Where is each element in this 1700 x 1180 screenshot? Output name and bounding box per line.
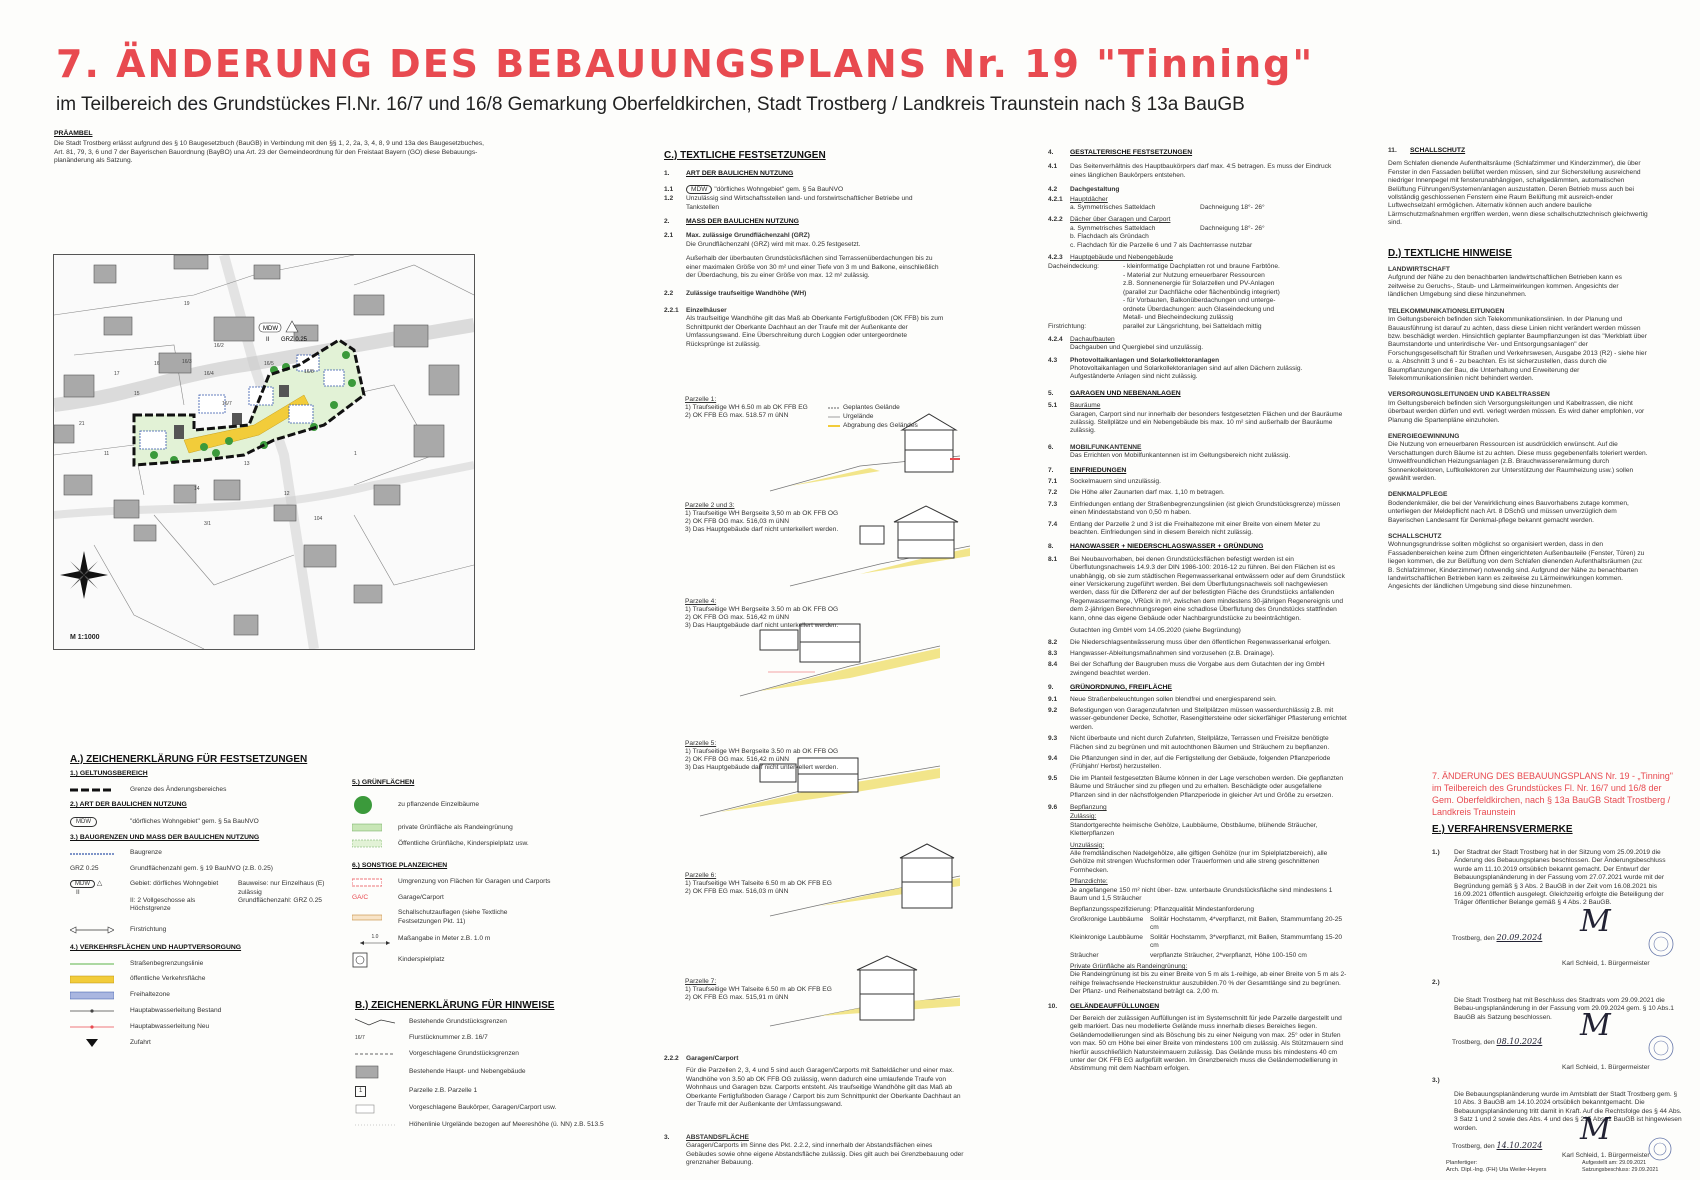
aufgestellt: Aufgestellt am: 29.09.2021 Satzungsbeschluss: 29.09.2021: [1582, 1160, 1659, 1173]
signature-mark: M: [1580, 904, 1611, 939]
legend-item: Straßenbegrenzungslinie: [130, 959, 204, 967]
legend-item: Bestehende Grundstücksgrenzen: [355, 1017, 625, 1027]
legend-item: Bestehende Haupt- und Nebengebäude: [355, 1065, 625, 1079]
legend-b: [355, 996, 625, 1136]
hinweis-text: Die Nutzung von erneuerbaren Ressourcen ist ausdrücklich erwünscht. Auf die Verschattungen durch Bäume ist zu achten. Diese muss gegebenenfalls toleriert werden. Umweltfreundlichen Heizungsanlagen (z.B. Brauchwassererwärmung durch Sonnenkollektoren, Luftkollektoren zur Unterstützung der Raumheizung usw.) sollen gewählt werden.: [1388, 441, 1648, 482]
hinweis-item: [1388, 266, 1648, 300]
legend-item: Zufahrt: [70, 1038, 340, 1048]
item-text: Die Höhe aller Zaunarten darf max. 1,10 m betragen.: [1070, 489, 1225, 497]
item-number: 9.5: [1048, 774, 1058, 782]
mdw-symbol: MDW: [70, 817, 97, 827]
zufahrt-icon: [70, 1038, 114, 1048]
item-number: 9.3: [1048, 735, 1058, 743]
item-text: Entlang der Parzelle 2 und 3 ist die Freihaltezone mit einer Breite von einem Meter zu beachten. Einfriedungen sind in diesem Bereich nicht zulässig.: [1070, 520, 1320, 537]
einfriedung-item: [1048, 501, 1348, 518]
hangwasser-item: [1048, 661, 1348, 678]
verfahrensvermerk-3: 3.) Die Bebauungsplanänderung wurde im Amtsblatt der Stadt Trostberg gem. § 10 Abs. 3 BauGB am 14.10.2024 ortsüblich bekanntgemacht. Die Bebauungsplanänderung tritt damit in Kraft. Auf die Rechtsfolge des § 44 Abs. 3 Satz 1 und 2 sowie des Abs. 4 und des § 215 Abs. 1 BauGB ist hingewiesen worden.: [1432, 1077, 1682, 1132]
v3-signature-block: Trostberg, den 14.10.2024 M Karl Schleid, 1. Bürgermeister: [1452, 1142, 1692, 1151]
plot-number-label: 16/3: [182, 359, 192, 365]
item-text: Nicht überbaute und nicht durch Zufahrten, Stellplätze, Terrassen und Freisitze benötigte Flächen sind zu begrünen und mit autochthonen Bäumen und Sträuchern zu bepflanzen.: [1070, 735, 1330, 751]
dacheindeckung-line: Metall- und Blecheindeckung zulässig: [1123, 313, 1234, 321]
map-mdw-label: MDW: [263, 326, 278, 332]
plot-number-label: 3/1: [204, 521, 211, 527]
legend-item: Schallschutzauflagen (siehe Textliche Festsetzungen Pkt. 11): [352, 909, 552, 926]
item-text: Bei der Schaffung der Baugruben muss die Vorgabe aus dem Gutachten der ing GmbH zwingend beachtet werden.: [1070, 661, 1325, 677]
plot-number-label: 13: [244, 461, 250, 467]
v1-signature-block: Trostberg, den 20.09.2024 M Karl Schleid, 1. Bürgermeister: [1452, 934, 1692, 943]
item-number: 7.3: [1048, 500, 1058, 508]
dacheindeckung-line: (parallel zur Dachfläche oder flächenbündig integriert): [1123, 288, 1280, 296]
item-text: Die Pflanzungen sind in der, auf die Fertigstellung der Gebäude, folgenden Pflanzperiode (Frühjahr/ Herbst) herzustellen.: [1070, 754, 1331, 771]
legend-item: Kinderspielplatz: [352, 952, 552, 968]
item-number: 7.4: [1048, 520, 1058, 528]
hinweis-item: [1388, 391, 1648, 425]
spez-row: [1048, 916, 1348, 933]
column-c: C.) TEXTLICHE FESTSETZUNGEN 1. ART DER BAULICHEN NUTZUNG 1.1 MDW "dörfliches Wohngebiet" gem. § 5a BauNVO 1.2 Unzulässig sind Wirtschaftsstellen land- und forstwirtschaftlicher Betriebe und Tankstellen 2. MASS DER BAULICHEN NUTZUNG 2.1 Max. zulässige Grundflächenzahl (GRZ) Die Grundflächenzahl (GRZ) wird mit max. 0.25 festgesetzt. Außerhalb der überbauten Grundstücksflächen sind Terrassenüberdachungen bis zu einer maximalen Größe von 30 m² und einer Tiefe von 3 m und Balkone, einschließlich der Überdachung, bis zu einer Größe von max. 12 m² zulässig. 2.2 Zulässige traufseitige Wandhöhe (WH) 2.2.1 Einzelhäuser Als traufseitige Wandhöhe gilt das Maß ab Oberkante Fertigfußboden (OK FFB) bis zum Schnittpunkt der Oberkante Dachhaut an der Traufe mit der Außenkante der Umfassungswand. Eine Überschreitung durch Loggien oder untergeordnete Rücksprünge ist zulässig.: [664, 150, 944, 348]
dimension-arrow-icon: [360, 941, 390, 945]
plot-number-label: 104: [314, 516, 323, 522]
plot-number-label: 14: [194, 486, 200, 492]
triangle-icon: △: [96, 880, 103, 888]
spez-row: [1048, 934, 1348, 951]
hinweis-heading: TELEKOMMUNIKATIONSLEITUNGEN: [1388, 307, 1505, 315]
gruenordnung-item: [1048, 755, 1348, 772]
item-number: 8.4: [1048, 661, 1058, 669]
map-roman-label: II: [266, 337, 270, 343]
hinweis-heading: SCHALLSCHUTZ: [1388, 533, 1442, 541]
hinweis-heading: DENKMALPFLEGE: [1388, 491, 1448, 499]
legend-item: GRZ 0.25 Grundflächenzahl gem. § 19 BauNVO (z.B. 0.25): [70, 864, 273, 872]
parzelle-7-text: Parzelle 7: 1) Traufseitige WH Talseite 6.50 m ab OK FFB EG 2) OK FFB EG max. 515,91 m üNN: [685, 978, 832, 1001]
plot-number-label: 11: [104, 451, 110, 457]
hinweis-text: Wohnungsgrundrisse sollten möglichst so organisiert werden, dass in den Fassadenbereichen keine zum Öffnen eingerichteten Außenbauteile (Fenster, Türen) zu liegen kommen, die zur Belüftung von dem Schlafen dienenden Aufenthaltsräumen (zu: B. Schlafzimmer, Kinderzimmer) notwendig sind. Aufgrund der Nähe zu benachbarten landwirtschaftlichen Betrieben kann es zeitweise zu Lärmeinwirkungen kommen. Angesichts der ländlichen Umgebung sind diese hinzunehmen.: [1388, 541, 1645, 591]
planfertiger: Planfertiger: Arch. Dipl.-Ing. (FH) Uta Weiler-Heyers: [1446, 1160, 1547, 1173]
legend-item: private Grünfläche als Randeingrünung: [352, 823, 552, 832]
plot-number-label: 15: [134, 391, 140, 397]
legend-item: Grenze des Änderungsbereiches: [130, 785, 227, 793]
legend-item: MDW "dörfliches Wohngebiet" gem. § 5a BauNVO: [70, 817, 340, 827]
legend-item: Vorgeschlagene Grundstücksgrenzen: [409, 1049, 519, 1057]
hinweis-heading: LANDWIRTSCHAFT: [1388, 266, 1450, 274]
official-seal-icon: [1647, 930, 1675, 958]
legend-a: [70, 750, 340, 1055]
legend-item: Vorgeschlagene Baukörper, Garagen/Carport usw.: [355, 1104, 625, 1114]
spez-type: Kleinkronige Laubbäume: [1070, 933, 1143, 941]
dacheindeckung-line: - kleinformatige Dachplatten rot und braune Farbtöne.: [1123, 263, 1280, 271]
section-legend: Geplantes Gelände Urgelände Abgrabung des Geländes: [843, 404, 918, 429]
hinweis-item: [1388, 433, 1648, 483]
hinweis-heading: VERSORGUNGSLEITUNGEN UND KABELTRASSEN: [1388, 391, 1550, 399]
legend-item: Höhenlinie Urgelände bezogen auf Meereshöhe (ü. NN) z.B. 513.5: [409, 1120, 604, 1128]
spez-type: Sträucher: [1070, 951, 1099, 959]
dacheindeckung-line: - Material zur Nutzung erneuerbarer Ressourcen: [1123, 271, 1265, 279]
legend-item: Umgrenzung von Flächen für Garagen und Carports: [352, 878, 552, 887]
column-e: 11. SCHALLSCHUTZ Dem Schlafen dienende Aufenthaltsräume (Schlafzimmer und Kinderzimmer), die über Fenster in den Fassaden belüftet werden müssen, sind zur Sicherstellung ausreichend niedriger Innenpegel mit fensterunabhängigen, schallgedämmten, automatischen Belüftung Führungen/Systemen/anlagen auszustatten. Deren Betrieb muss auch bei vollständig geschlossenen Fenstern eine Raum Belüftung mit ausreich-ender Luftwechselzahl ermöglichen. Alternativ können auch andere bauliche Lärmschutzmaßnahmen ergriffen werden, wenn diese schallschutztechnisch gleichwertig sind. D.) TEXTLICHE HINWEISE LANDWIRTSCHAFT Aufgrund der Nähe zu den benachbarten landwirtschaftlichen Betrieben kann es zeitweise zu Geruchs-, Staub- und Lärmeinwirkungen kommen. Angesichts der ländlichen Umgebung sind diese hinzunehmen. TELEKOMMUNIKATIONSLEITUNGEN Im Geltungsbereich befinden sich Telekommunikationslinien. In der Planung und Bauausführung ist darauf zu achten, dass diese Linien nicht verändert werden müssen bzw. beschädigt werden. Hinsichtlich geplanter Baumpflanzungen ist das "Merkblatt über Baumstandorte und unterirdische Ver- und Entsorgungsanlagen" der Forschungsgesellschaft für Straßen und Verkehrswesen, Ausgabe 2013 (R2) - siehe hier u. a. Abschnitt 3 und 6 - zu beachten. Es ist sicherzustellen, dass durch die Baumpflanzungen der Bau, die Unterhaltung und Erweiterung der Telekommunikationslinien nicht behindert werden. VERSORGUNGSLEITUNGEN UND KABELTRASSEN Im Geltungsbereich befinden sich Versorgungsleitungen und Kabeltrassen, die nicht überbaut werden dürfen und evtl. verlegt werden müssen. Es wird daher empfohlen, vor Planung die Spartenpläne einzuholen. ENERGIEGEWINNUNG Die Nutzung von erneuerbaren Ressourcen ist ausdrücklich erwünscht. Auf die Verschattungen durch Bäume ist zu achten. Diese muss gegebenenfalls toleriert werden. Umweltfreundlichen Heizungsanlagen (z.B. Brauchwassererwärmung durch Sonnenkollektoren, Luftkollektoren zur Unterstützung der Raumheizung usw.) sollen gewählt werden. DENKMALPFLEGE Bodendenkmäler, die bei der Verwirklichung eines Bauvorhabens zutage kommen, unterliegen der Meldepflicht nach Art. 8 DSchG und müssen unverzüglich dem Bayerischen Landesamt für Denkmal-pflege bekannt gemacht werden. SCHALLSCHUTZ Wohnungsgrundrisse sollten möglichst so organisiert werden, dass in den Fassadenbereichen keine zum Öffnen eingerichteten Außenbauteile (Fenster, Türen) zu liegen kommen, die zur Belüftung von dem Schlafen dienenden Aufenthaltsräumen (zu: B. Schlafzimmer, Kinderzimmer) notwendig sind. Aufgrund der Nähe zu benachbarten landwirtschaftlichen Betrieben kann es zeitweise zu Lärmeinwirkungen kommen. Angesichts der ländlichen Umgebung sind diese hinzunehmen.: [1388, 147, 1648, 591]
legend-item: Freihaltezone: [70, 991, 340, 1000]
plot-number-label: 12: [284, 491, 290, 497]
gruenordnung-item: [1048, 696, 1348, 704]
site-plan-map: [53, 254, 475, 650]
column-c-abstand: 3. ABSTANDSFLÄCHE Garagen/Carports im Sinne des Pkt. 2.2.2, sind innerhalb der Abstandsflächen eines Gebäudes sowie ohne eigene Abstandsfläche zulässig. Dies gilt auch bei Grenzbebauung oder grenznaher Bebauung.: [664, 1134, 964, 1167]
item-text: Sockelmauern sind unzulässig.: [1070, 478, 1161, 485]
plot-number-label: 16/7: [222, 401, 232, 407]
praeambel: [54, 130, 484, 166]
parzelle-1-text: Parzelle 1: 1) Traufseitige WH 6.50 m ab OK FFB EG 2) OK FFB EG max. 518.57 m üNN: [685, 396, 808, 419]
item-number: 8.2: [1048, 638, 1058, 646]
page-title: 7. ÄNDERUNG DES BEBAUUNGSPLANS Nr. 19 "Tinning": [56, 42, 1315, 86]
map-grz-label: GRZ 0.25: [281, 337, 308, 343]
legend-a-s3: 3.) BAUGRENZEN UND MASS DER BAULICHEN NUTZUNG: [70, 834, 260, 842]
legend-item: Firstrichtung: [70, 926, 340, 934]
legend-item: Öffentliche Grünfläche, Kinderspielplatz usw.: [352, 839, 552, 848]
column-c-bottom: 2.2.2 Garagen/Carport Für die Parzellen 2, 3, 4 und 5 sind auch Garagen/Carports mit Satteldächer und einer max. Wandhöhe von 3.50 ab OK FFB OG zulässig, wenn dadurch eine umlaufende Traufe von Wohnhaus und Garagen bzw. Carports entsteht. Als traufseitige Wandhöhe gilt das Maß ab Oberkante Fertigfußboden Garage / Carport bis zum Schnittpunkt der Oberkante Dachhaut an der Traufe mit der Außenkante der Umfassungswand.: [664, 1055, 961, 1109]
item-number: 9.2: [1048, 706, 1058, 714]
plot-number-label: 16: [154, 361, 160, 367]
legend-item: Hauptabwasserleitung Bestand: [70, 1007, 340, 1015]
legend-b-heading: B.) ZEICHENERKLÄRUNG FÜR HINWEISE: [355, 1000, 555, 1011]
site-plan-svg: [54, 255, 474, 649]
legend-item: zu pflanzende Einzelbäume: [352, 794, 552, 816]
hinweis-item: [1388, 491, 1648, 525]
item-number: 8.3: [1048, 649, 1058, 657]
item-text: Befestigungen von Garagenzufahrten und Stellplätzen müssen wasserdurchlässig z.B. mit wasser-gebundener Decke, Schotter, Rasengittersteine oder sickerfähiger Pflasterung errichtet werden.: [1070, 706, 1347, 731]
official-seal-icon: [1647, 1034, 1675, 1062]
einfriedung-item: [1048, 489, 1348, 497]
column-d: 4. GESTALTERISCHE FESTSETZUNGEN 4.1 Das Seitenverhältnis des Hauptbaukörpers darf max. 4:5 betragen. Es muss der Eindruck eines länglichen Baukörpers entstehen. 4.2 Dachgestaltung 4.2.1 Hauptdächer a. Symmetrisches Satteldach Dachneigung 18°- 26° 4.2.2 Dächer über Garagen und Carport a. Symmetrisches Satteldach Dachneigung 18°- 26° b. Flachdach als Gründach c. Flachdach für die Parzelle 6 und 7 als Dachterrasse nutzbar 4.2.3 Hauptgebäude und Nebengebäude Dacheindeckung: - kleinformatige Dachplatten rot und braune Farbtöne. - Material zur Nutzung erneuerbarer Ressourcen z.B. Sonnenenergie für Solarzellen und PV-Anlagen (parallel zur Dachfläche oder flächenbündig integriert) - für Vorbauten, Balkonüberdachungen und unterge- ordnete Überdachungen: auch Glaseindeckung und Metall- und Blecheindeckung zulässig Firstrichtung: parallel zur Längsrichtung, bei Satteldach mittig 4.2.4 Dachaufbauten Dachgauben und Quergiebel sind unzulässig. 4.3 Photovoltaikanlagen und Solarkollektoranlagen Photovoltaikanlagen und Solarkollektoranlagen sind auf allen Dächern zulässig. Aufgeständerte Anlagen sind nicht zulässig. 5. GARAGEN UND NEBENANLAGEN 5.1 Bauräume Garagen, Carport sind nur innerhalb der besonders festgesetzten Flächen und der Bauräume zulässig. Stellplätze und ein Nebengebäude bis max. 10 m² sind außerhalb der Bauräume zulässig. 6. MOBILFUNKANTENNE Das Errichten von Mobilfunkantennen ist im Geltungsbereich nicht zulässig. 7. EINFRIEDUNGEN 7.1 Sockelmauern sind unzulässig. 7.2 Die Höhe aller Zaunarten darf max. 1,10 m betragen. 7.3 Einfriedungen entlang der Straßenbegrenzungslinien (ist gleich Grundstücksgrenze) müssen einen Mindestabstand von 0,50 m haben. 7.4 Entlang der Parzelle 2 und 3 ist die Freihaltezone mit einer Breite von einem Meter zu beachten. Einfriedungen sind in diesem Bereich nicht zulässig. 8. HANGWASSER + NIEDERSCHLAGSWASSER + GRÜNDUNG 8.1 Bei Neubauvorhaben, bei denen Grundstücksflächen befestigt werden ist ein Überflutungsnachweis 14.9.3 der DIN 1986-100: 2016-12 zu führen. Bei den Flächen ist es unabhängig, ob sie zum städtischen Regenwasserkanal entwässern oder auf dem Grundstück einer Versickerung zugeführt werden. Bei dem Überflutungsnachweis soll nachgewiesen werden, dass für die Differenz der auf der befestigten Fläche des Grundstücks anfallenden Regenwassermenge, VRück in m³, zwischen dem mindestens 30-jährigen Regenereignis und dem 2-jährigen Berechnungsregen eine schadlose Überflutung des Grundstücks stattfinden kann, ohne das eigene Gebäude oder Nachbargrundstücke zu beeinträchtigen. Gutachten ing GmbH vom 14.05.2020 (siehe Begründung) 8.2 Die Niederschlagsentwässerung muss über den öffentlichen Regenwasserkanal erfolgen. 8.3 Hangwasser-Ableitungsmaßnahmen sind vorzusehen (z.B. Drainage). 8.4 Bei der Schaffung der Baugruben muss die Vorgabe aus dem Gutachten der ing GmbH zwingend beachtet werden. 9. GRÜNORDNUNG, FREIFLÄCHE 9.1 Neue Straßenbeleuchtungen sollen blendfrei und energiesparend sein. 9.2 Befestigungen von Garagenzufahrten und Stellplätzen müssen wasserdurchlässig z.B. mit wasser-gebundener Decke, Schotter, Rasengittersteine oder sickerfähiger Pflasterung errichtet werden. 9.3 Nicht überbaute und nicht durch Zufahrten, Stellplätze, Terrassen und Freisitze benötigte Flächen sind zu begrünen und mit autochthonen Bäumen und Sträuchern zu bepflanzen. 9.4 Die Pflanzungen sind in der, auf die Fertigstellung der Gebäude, folgenden Pflanzperiode (Frühjahr/ Herbst) herzustellen. 9.5 Die im Planteil festgesetzten Bäume können in der Lage verschoben werden. Die gepflanzten Bäume und Sträucher sind zu pflegen und zu erhalten. Beschädigte oder ausgefallene Pflanzen sind in der nächstfolgenden Pflanzperiode in gleicher Art und Größe zu ersetzen. 9.6 Bepflanzung Zulässig: Standortgerechte heimische Gehölze, Laubbäume, Obstbäume, blühende Sträucher, Kletterpflanzen Unzulässig: Alle fremdländischen Nadelgehölze, alle giftigen Gehölze (nur im Spielplatzbereich), alle Gehölze mit strengen Wuchsformen oder Trauerformen und alle streng geschnittenen Formhecken. Pflanzdichte: Je angefangene 150 m² nicht über- bzw. unterbaute Grundstücksfläche sind mindestens 1 Baum und 1,5 Sträucher Bepflanzungsspezifizierung: Pflanzqualität Mindestanforderung Großkronige Laubbäume Solitär Hochstamm, 4*verpflanzt, mit Ballen, Stammumfang 20-25 cm Kleinkronige Laubbäume Solitär Hochstamm, 3*verpflanzt, mit Ballen, Stammumfang 15-20 cm Sträucher verpflanzte Sträucher, 2*verpflanzt, Höhe 100-150 cm Private Grünfläche als Randeingrünung: Die Randeingrünung ist bis zu einer Breite von 5 m als 1-reihige, ab einer Breite von 5 m als 2-reihige freiwachsende Heckenstruktur auszubilden.70 % der Gesamtlänge sind zu begrünen. Der Pflanz- und Reihenabstand beträgt ca. 2,00 m. 10. GELÄNDEAUFFÜLLUNGEN Der Bereich der zulässigen Auffüllungen ist im Systemschnitt für jede Parzelle dargestellt und gelb markiert. Das neu modellierte Gelände muss innerhalb dieses Bereiches liegen. Geländemodellierungen sind als Böschung bis zu einer Neigung von max. 25° oder in Stufen von max. 50 cm Höhe bei einer Breite von mindestens 100 cm zulässig. Als Stützmauern sind hierfür ausschließlich Natursteinmauern zulässig. Das Gelände muss bis mindestens 40 cm unter der OK FFB EG aufgefüllt werden. Im Grenzbereich muss die Geländemodellierung in Abstimmung mit dem Nachbarn erfolgen.: [1048, 149, 1347, 1073]
legend-a-s6: 6.) SONSTIGE PLANZEICHEN: [352, 862, 448, 870]
plot-number-label: 16/5: [264, 361, 274, 367]
hinweis-item: [1388, 533, 1648, 592]
legend-a-s2: 2.) ART DER BAULICHEN NUTZUNG: [70, 801, 187, 809]
item-number: 7.2: [1048, 489, 1058, 497]
hinweis-heading: ENERGIEGEWINNUNG: [1388, 432, 1460, 440]
legend-a-heading: A.) ZEICHENERKLÄRUNG FÜR FESTSETZUNGEN: [70, 754, 308, 765]
gruenordnung-item: [1048, 707, 1348, 732]
item-text: Die Niederschlagsentwässerung muss über den öffentlichen Regenwasserkanal erfolgen.: [1070, 638, 1331, 646]
signature-mark: M: [1580, 1008, 1611, 1043]
signature-mark: M: [1580, 1112, 1611, 1147]
spez-quality: Solitär Hochstamm, 4*verpflanzt, mit Ballen, Stammumfang 20-25 cm: [1150, 915, 1343, 932]
plot-number-label: 16/2: [214, 343, 224, 349]
plot-number-label: 1: [354, 451, 357, 457]
gruenordnung-item: [1048, 735, 1348, 752]
parzelle-5-text: Parzelle 5: 1) Traufseitige WH Bergseite 3.50 m ab OK FFB OG 2) OK FFB OG max. 516,42 m üNN 3) Das Hauptgebäude darf nicht unterkellert werden.: [685, 740, 839, 771]
dacheindeckung-line: ordnete Überdachungen: auch Glaseindeckung und: [1123, 305, 1275, 313]
item-text: Einfriedungen entlang der Straßenbegrenzungslinien (ist gleich Grundstücksgrenze) müssen einen Mindestabstand von 0,50 m haben.: [1070, 500, 1341, 517]
verfahrensvermerke: 1.) Der Stadtrat der Stadt Trostberg hat in der Sitzung vom 25.09.2019 die Änderung des Bebauungsplanes beschlossen. Der Änderungsbeschluss wurde am 11.10.2019 ortsüblich bekannt gemacht. Der Entwurf der Bebauungsplanänderung in der Fassung vom 27.07.2021 wurde mit der Begründung gemäß § 3 Abs. 2 BauGB in der Zeit vom 16.08.2021 bis 16.09.2021 öffentlich ausgelegt. Gleichzeitig erfolgte die Beteiligung der Träger öffentlicher Belange gemäß § 4 Abs. 2 BauGB.: [1432, 849, 1666, 907]
plot-number-label: 21: [79, 421, 85, 427]
plot-number-label: 19: [184, 301, 190, 307]
spez-type: Großkronige Laubbäume: [1070, 915, 1144, 923]
legend-item: 1.0 Maßangabe in Meter z.B. 1.0 m: [352, 933, 552, 945]
verfahrensvermerk-2: 2.) Die Stadt Trostberg hat mit Beschluss des Stadtrats vom 29.09.2021 die Bebau-ungsplanänderung in der Fassung vom 29.09.2024 gem. § 10 Abs.1 BauGB als Satzung beschlossen.: [1432, 979, 1674, 1021]
legend-item: 1 Parzelle z.B. Parzelle 1: [355, 1086, 625, 1096]
item-text: Die im Planteil festgesetzten Bäume können in der Lage verschoben werden. Die gepflanzten Bäume und Sträucher sind zu pflegen und zu erhalten. Beschädigte oder ausgefallene Pflanzen sind in der nächstfolgenden Pflanzperiode in gleicher Art und Größe zu ersetzen.: [1070, 774, 1344, 799]
einfriedung-item: [1048, 478, 1348, 486]
v2-signature-block: Trostberg, den 08.10.2024 M Karl Schleid, 1. Bürgermeister: [1452, 1038, 1692, 1047]
section-c-heading: C.) TEXTLICHE FESTSETZUNGEN: [664, 150, 826, 161]
hinweis-text: Aufgrund der Nähe zu den benachbarten landwirtschaftlichen Betrieben kann es zeitweise zu Geruchs-, Staub- und Lärmeinwirkungen kommen. Angesichts der ländlichen Umgebung sind diese hinzunehmen.: [1388, 274, 1622, 299]
legend-item: Hauptabwasserleitung Neu: [70, 1023, 340, 1031]
tree-icon: [352, 794, 374, 816]
praeambel-heading: PRÄAMBEL: [54, 130, 93, 137]
map-scale: M 1:1000: [70, 634, 100, 641]
hinweis-item: [1388, 308, 1648, 384]
legend-a-s4: 4.) VERKEHRSFLÄCHEN UND HAUPTVERSORGUNG: [70, 944, 242, 952]
legend-a-s5: 5.) GRÜNFLÄCHEN: [352, 779, 415, 786]
parzelle-2-3-text: Parzelle 2 und 3: 1) Traufseitige WH Bergseite 3,50 m ab OK FFB OG 2) OK FFB OG max. 516,03 m üNN 3) Das Hauptgebäude darf nicht unterkellert werden.: [685, 502, 839, 533]
legend-a-right: [352, 774, 552, 975]
legend-item: Baugrenze: [130, 849, 162, 857]
official-seal-icon: [1647, 1136, 1673, 1162]
hinweis-text: Bodendenkmäler, die bei der Verwirklichung eines Bauvorhabens zutage kommen, unterliegen der Meldepflicht nach Art. 8 DSchG und müssen unverzüglich dem Bayerischen Landesamt für Denkmal-pflege bekannt gemacht werden.: [1388, 499, 1629, 524]
page-subtitle: im Teilbereich des Grundstückes Fl.Nr. 16/7 und 16/8 Gemarkung Oberfeldkirchen, Stadt Trostberg / Landkreis Traunstein nach § 13a BauGB: [56, 94, 1245, 115]
praeambel-text: Die Stadt Trostberg erlässt aufgrund des § 10 Baugesetzbuch (BauGB) in Verbindung mit den §§ 1, 2, 2a, 3, 4, 8, 9 und 13a des Baugesetzbuches, Art. 81, 79, 3, 6 und 7 der Bayerischen Bauordnung (BayBO) una Art. 23 der Gemeindeordnung für den Freistaat Bayern (GO) diese Bebauungs-planänderung als Satzung.: [54, 140, 484, 165]
procedure-title-note: 7. ÄNDERUNG DES BEBAUUNGSPLANS Nr. 19 - „Tinning" im Teilbereich des Grundstückes Fl. Nr. 16/7 und 16/8 der Gem. Oberfeldkirchen, nach § 13a BauGB Stadt Trostberg / Landkreis Traunstein: [1432, 771, 1673, 817]
item-text: Hangwasser-Ableitungsmaßnahmen sind vorzusehen (z.B. Drainage).: [1070, 649, 1275, 657]
parzelle-4-text: Parzelle 4: 1) Traufseitige WH Bergseite 3.50 m ab OK FFB OG 2) OK FFB OG max. 516,42 m üNN 3) Das Hauptgebäude darf nicht unterkellert werden.: [685, 598, 839, 629]
spez-quality: Solitär Hochstamm, 3*verpflanzt, mit Ballen, Stammumfang 15-20 cm: [1150, 933, 1343, 950]
hangwasser-item: [1048, 639, 1348, 647]
parzelle-6-text: Parzelle 6: 1) Traufseitige WH Talseite 6.50 m ab OK FFB EG 2) OK FFB EG max. 516,03 m üNN: [685, 872, 832, 895]
item-text: Neue Straßenbeleuchtungen sollen blendfrei und energiesparend sein.: [1070, 695, 1277, 703]
plot-number-label: 17: [114, 371, 120, 377]
legend-a-s1: 1.) GELTUNGSBEREICH: [70, 770, 148, 778]
section-d-heading: D.) TEXTLICHE HINWEISE: [1388, 247, 1512, 259]
plot-number-label: 16/4: [204, 371, 214, 377]
legend-item: 16/7 Flurstücknummer z.B. 16/7: [355, 1034, 488, 1042]
spez-row: [1048, 952, 1348, 960]
item-number: 7.1: [1048, 478, 1058, 485]
item-number: 9.1: [1048, 695, 1058, 703]
section-parzelle-4: [740, 624, 940, 696]
hinweis-text: Im Geltungsbereich befinden sich Telekommunikationslinien. In der Planung und Bauausführung ist darauf zu achten, dass diese Linien nicht verändert werden müssen bzw. beschädigt werden. Hinsichtlich geplanter Baumpflanzungen ist das "Merkblatt über Baumstandorte und unterirdische Ver- und Entsorgungsanlagen" der Forschungsgesellschaft für Straßen und Verkehrswesen, Ausgabe 2013 (R2) - siehe hier u. a. Abschnitt 3 und 6 - zu beachten. Es ist sicherzustellen, dass durch die Baumpflanzungen der Bau, die Unterhaltung und Erweiterung der Telekommunikationslinien nicht behindert werden.: [1388, 316, 1647, 382]
legend-item: GA/C Garage/Carport: [352, 893, 444, 901]
section-drawings: [680, 396, 980, 1046]
dacheindeckung-line: z.B. Sonnenenergie für Solarzellen und PV-Anlagen: [1123, 280, 1275, 288]
gruenordnung-item: [1048, 775, 1348, 800]
item-number: 9.4: [1048, 754, 1058, 762]
section-e-heading: E.) VERFAHRENSVERMERKE: [1432, 824, 1573, 835]
hangwasser-item: [1048, 650, 1348, 658]
hinweis-text: Im Geltungsbereich befinden sich Versorgungsleitungen und Kabeltrassen, die nicht überbaut werden dürfen und evtl. verlegt werden müssen. Es wird daher empfohlen, vor Planung die Spartenpläne einzuholen.: [1388, 399, 1645, 424]
plot-number-label: 16/8: [304, 369, 314, 375]
playground-icon: [352, 952, 368, 968]
einfriedung-item: [1048, 521, 1348, 538]
legend-schablone: MDW △ II Gebiet: dörfliches Wohngebiet Bauweise: nur Einzelhaus (E) zulässig II: 2 Vollgeschosse als Höchstgrenze Grundflächenzahl: GRZ 0.25: [70, 880, 340, 914]
legend-item: öffentliche Verkehrsfläche: [70, 975, 340, 984]
firstrichtung-icon: [70, 926, 114, 934]
dacheindeckung-line: - für Vorbauten, Balkonüberdachungen und unterge-: [1123, 297, 1276, 305]
spez-quality: verpflanzte Sträucher, 2*verpflanzt, Höhe 100-150 cm: [1150, 951, 1307, 959]
